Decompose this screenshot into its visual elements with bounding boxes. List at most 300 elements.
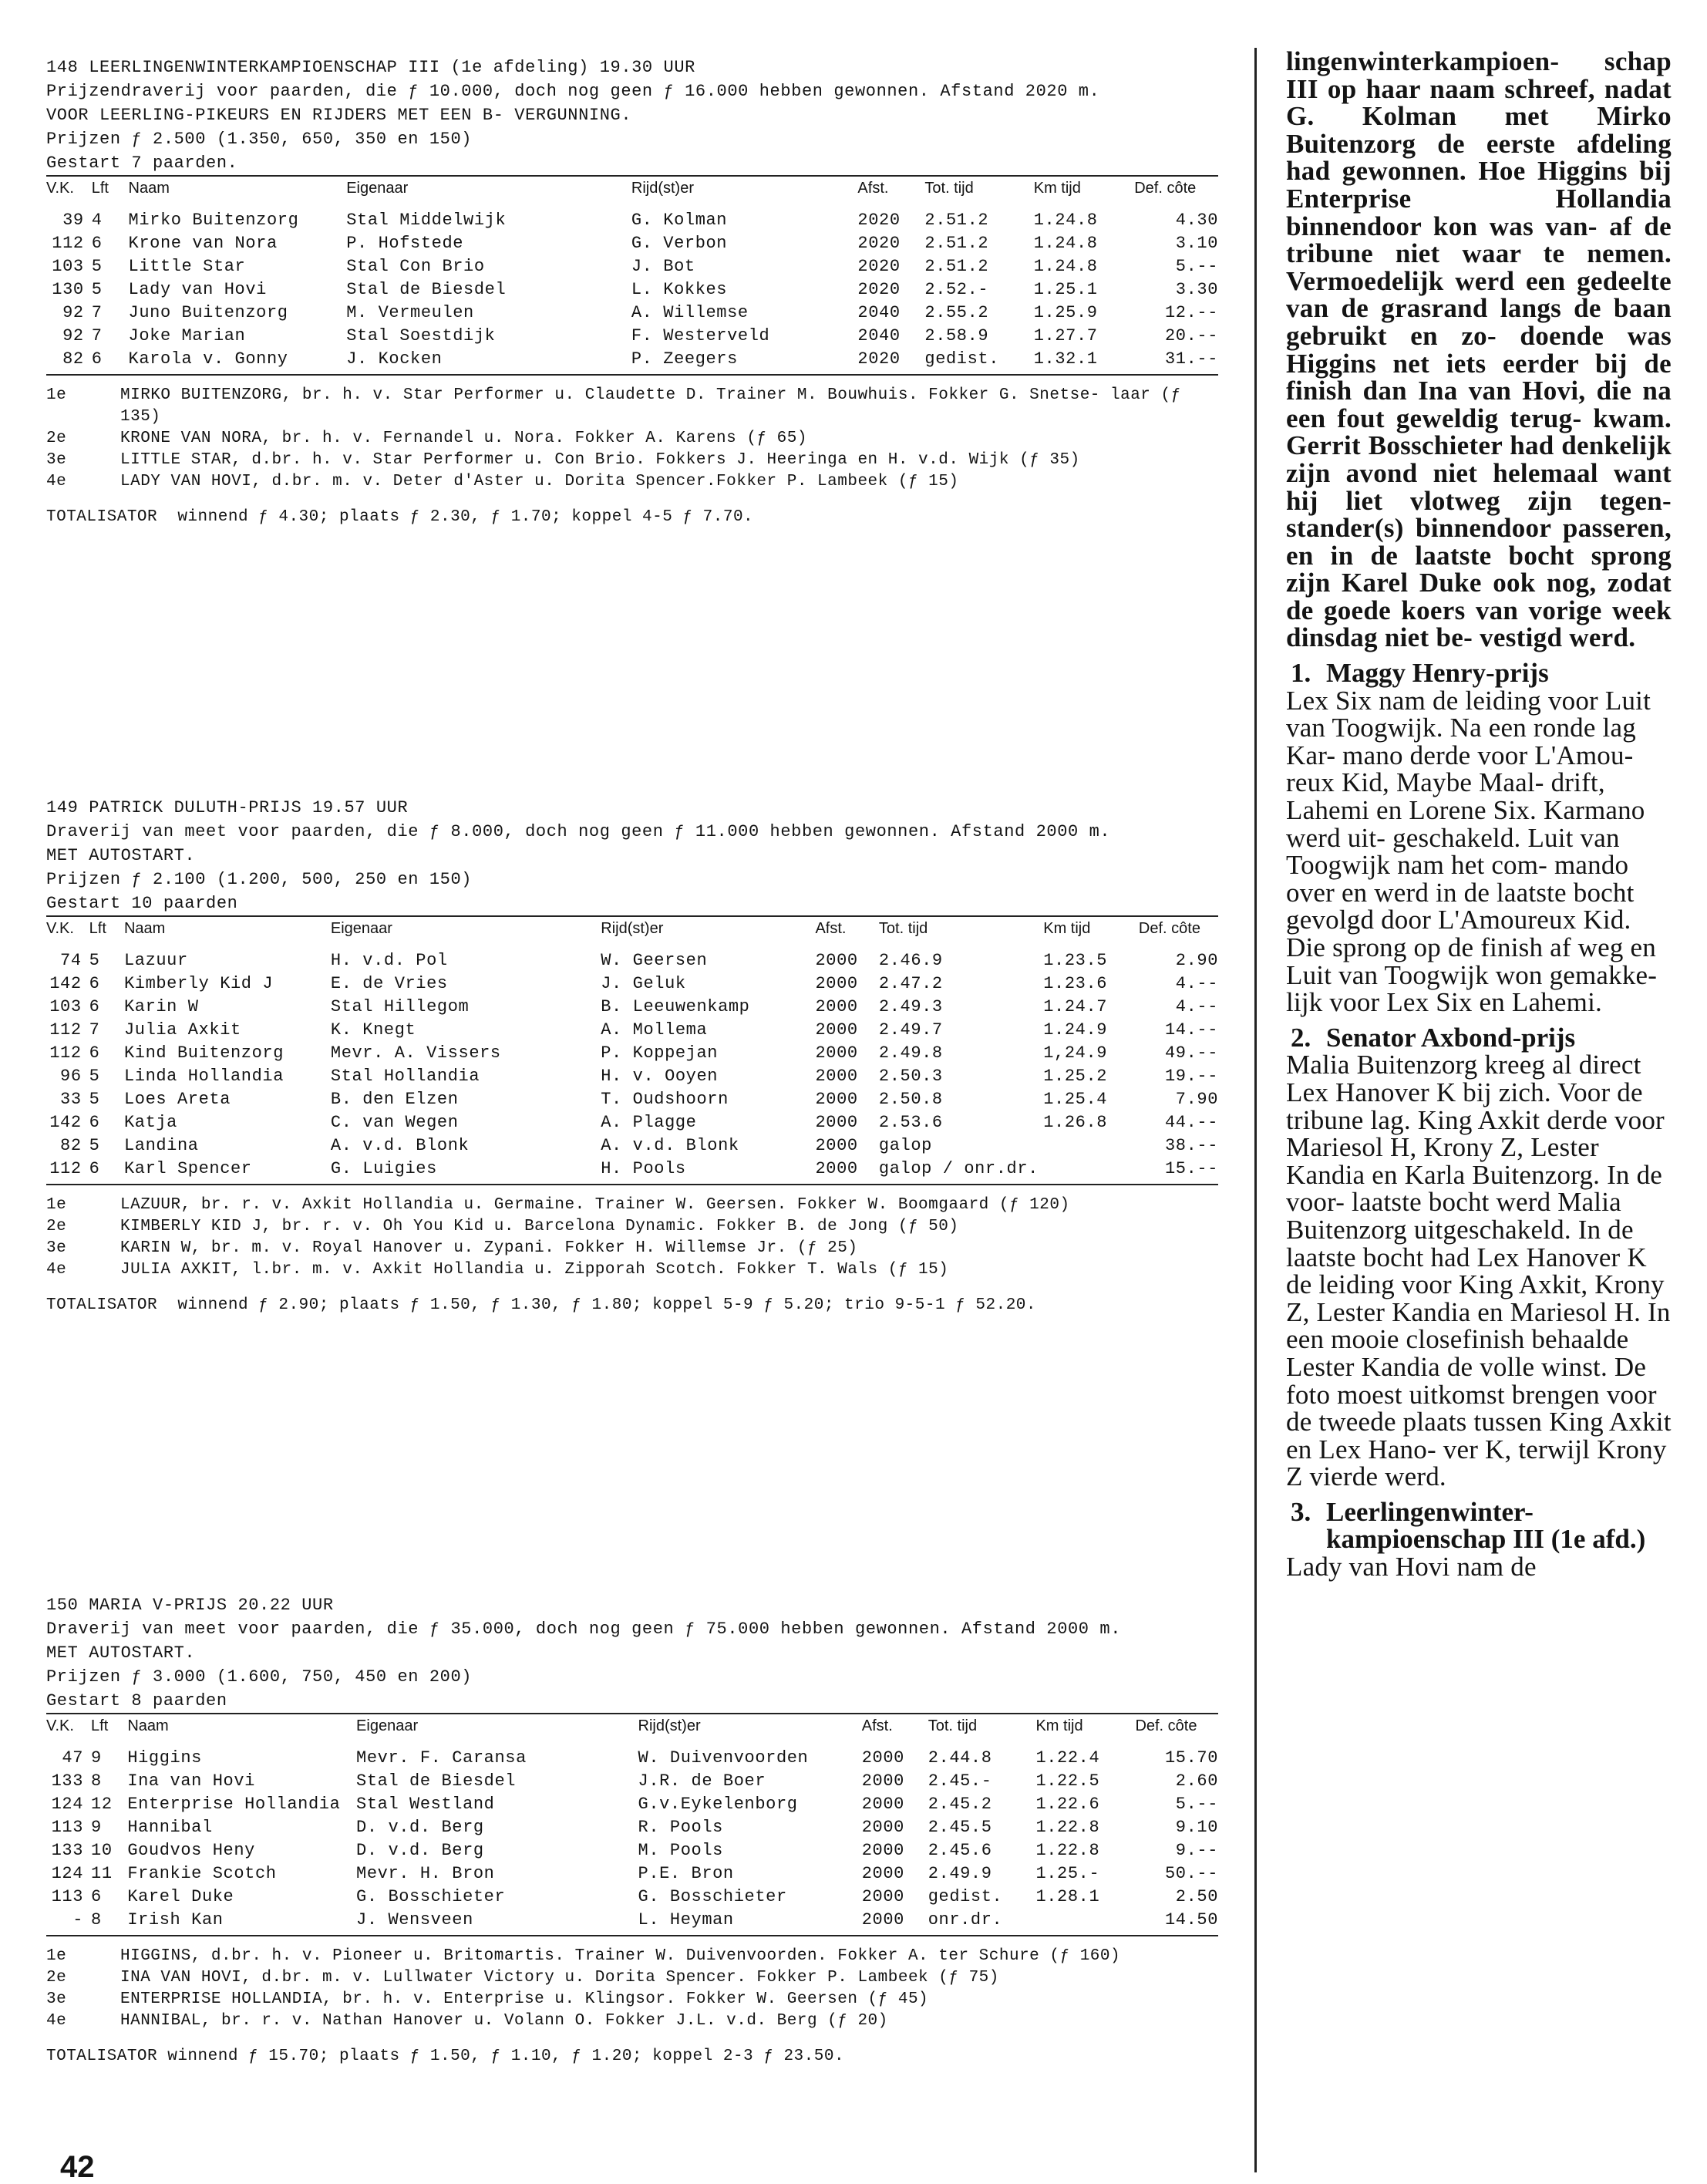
cell-vk: 74	[60, 951, 82, 970]
cell-def-cote: 5.--	[1175, 1795, 1218, 1814]
cell-vk: 113	[51, 1887, 84, 1906]
cell-def-cote: 4.--	[1175, 997, 1218, 1016]
column-header-tot-tijd: Tot. tijd	[928, 1717, 978, 1734]
cell-tot-tijd: 2.50.8	[878, 1090, 943, 1109]
cell-naam: Kimberly Kid J	[123, 974, 274, 993]
cell-naam: Joke Marian	[128, 326, 246, 345]
placing-position: 2e	[46, 430, 67, 447]
cell-afst: 2000	[861, 1887, 904, 1906]
cell-km-tijd: 1.24.9	[1043, 1020, 1108, 1040]
table-row	[46, 1816, 1218, 1839]
table-row	[46, 942, 1218, 972]
cell-km-tijd: 1.22.5	[1035, 1771, 1100, 1791]
cell-km-tijd: 1.22.4	[1035, 1748, 1100, 1768]
column-header-km-tijd: Km tijd	[1033, 180, 1081, 197]
cell-naam: Kind Buitenzorg	[123, 1043, 284, 1063]
placing-description: LAZUUR, br. r. v. Axkit Hollandia u. Germaine. Trainer W. Geersen. Fokker W. Boomgaard (ƒ 120)	[120, 1196, 1070, 1214]
cell-tot-tijd: 2.49.7	[878, 1020, 943, 1040]
cell-km-tijd	[1043, 1134, 1139, 1158]
cell-eigenaar: B. den Elzen	[330, 1090, 459, 1109]
placing-position: 4e	[46, 473, 67, 490]
placing-position: 3e	[46, 1990, 67, 2008]
cell-tot-tijd: 2.49.8	[878, 1043, 943, 1063]
cell-lft: 12	[91, 1795, 113, 1814]
cell-def-cote: 38.--	[1164, 1136, 1218, 1155]
placing-position: 4e	[46, 1261, 67, 1279]
placing-line	[46, 450, 1218, 471]
column-header-def-cote: Def. côte	[1135, 1717, 1197, 1734]
table-row	[46, 1158, 1218, 1181]
placing-position: 3e	[46, 451, 67, 469]
cell-vk: 47	[62, 1748, 84, 1768]
placing-description: KRONE VAN NORA, br. h. v. Fernandel u. Nora. Fokker A. Karens (ƒ 65)	[120, 430, 807, 447]
cell-tot-tijd: 2.45.-	[928, 1771, 992, 1791]
cell-km-tijd: 1.24.8	[1033, 211, 1098, 230]
table-row	[46, 1134, 1218, 1158]
column-header-rijder: Rijd(st)er	[631, 180, 694, 197]
cell-eigenaar: Stal Hollandia	[330, 1067, 480, 1086]
cell-def-cote: 5.--	[1175, 257, 1218, 276]
cell-naam: Lady van Hovi	[128, 280, 267, 299]
column-header-lft: Lft	[91, 180, 109, 197]
cell-vk: 133	[51, 1841, 84, 1860]
cell-rijder: G.v.Eykelenborg	[638, 1795, 798, 1814]
table-row	[46, 1839, 1218, 1862]
cell-tot-tijd: 2.46.9	[878, 951, 943, 970]
results-table	[46, 1714, 1218, 1932]
cell-rijder: P.E. Bron	[638, 1864, 734, 1883]
cell-km-tijd: 1.25.9	[1033, 303, 1098, 322]
cell-lft: 5	[89, 1136, 100, 1155]
table-row	[46, 1793, 1218, 1816]
cell-km-tijd: 1.24.7	[1043, 997, 1108, 1016]
cell-rijder: W. Geersen	[601, 951, 708, 970]
cell-lft: 6	[89, 974, 100, 993]
cell-tot-tijd: 2.51.2	[924, 234, 989, 253]
report-item-body: Malia Buitenzorg kreeg al direct Lex Hanover K bij zich. Voor de tribune lag. King Axkit derde voor Mariesol H, Krony Z, Lester Kandia en Karla Buitenzorg. In de voor- laatste bocht werd Malia Buitenzorg uitgeschakeld. In de laatste bocht had Lex Hanover K de leiding voor King Axkit, Krony Z, Lester Kandia en Mariesol H. In een mooie closefinish behaalde Lester Kandia de volle winst. De foto moest uitkomst brengen voor de tweede plaats tussen King Axkit en Lex Hano- ver K, terwijl Krony Z vierde werd.	[1286, 1050, 1672, 1492]
cell-vk: 112	[49, 1020, 82, 1040]
cell-def-cote: 4.30	[1175, 211, 1218, 230]
cell-afst: 2000	[815, 1113, 858, 1132]
cell-vk: 112	[49, 1159, 82, 1178]
cell-naam: Higgins	[127, 1748, 202, 1768]
cell-tot-tijd: onr.dr.	[928, 1910, 1003, 1930]
placing-description: ENTERPRISE HOLLANDIA, br. h. v. Enterprise u. Klingsor. Fokker W. Geersen (ƒ 45)	[120, 1990, 929, 2008]
table-row	[46, 1042, 1218, 1065]
cell-lft: 8	[91, 1771, 102, 1791]
column-header-eigenaar: Eigenaar	[356, 1717, 419, 1734]
results-table	[46, 177, 1218, 371]
table-row	[46, 1111, 1218, 1134]
cell-rijder: G. Verbon	[631, 234, 728, 253]
table-header	[46, 1714, 1218, 1739]
table-body	[46, 1739, 1218, 1932]
cell-tot-tijd: 2.44.8	[928, 1748, 992, 1768]
cell-tot-tijd: gedist.	[928, 1887, 1003, 1906]
column-header-lft: Lft	[89, 920, 106, 937]
cell-eigenaar: H. v.d. Pol	[330, 951, 448, 970]
cell-naam: Mirko Buitenzorg	[128, 211, 299, 230]
cell-eigenaar: K. Knegt	[330, 1020, 416, 1040]
cell-afst: 2000	[861, 1864, 904, 1883]
column-header-afst: Afst.	[861, 1717, 893, 1734]
cell-def-cote: 15.70	[1164, 1748, 1218, 1768]
cell-lft: 8	[91, 1910, 102, 1930]
cell-tot-tijd: 2.45.5	[928, 1818, 992, 1837]
cell-naam: Loes Areta	[123, 1090, 231, 1109]
cell-lft: 6	[91, 1887, 102, 1906]
cell-def-cote: 49.--	[1164, 1043, 1218, 1063]
cell-naam: Hannibal	[127, 1818, 213, 1837]
cell-afst: 2000	[815, 997, 858, 1016]
cell-naam: Enterprise Hollandia	[127, 1795, 341, 1814]
placings	[46, 1195, 1218, 1281]
race-header	[46, 796, 1218, 915]
report-item-title-text: Leerlingenwinter- kampioenschap III (1e afd.)	[1326, 1496, 1646, 1555]
cell-rijder: M. Pools	[638, 1841, 723, 1860]
cell-eigenaar: Mevr. H. Bron	[356, 1864, 495, 1883]
column-header-vk: V.K.	[46, 920, 74, 937]
cell-def-cote: 3.30	[1175, 280, 1218, 299]
cell-eigenaar: P. Hofstede	[346, 234, 464, 253]
cell-afst: 2020	[857, 234, 901, 253]
cell-eigenaar: Mevr. A. Vissers	[330, 1043, 501, 1063]
cell-km-tijd: 1.22.8	[1035, 1841, 1100, 1860]
cell-lft: 6	[89, 997, 100, 1016]
cell-rijder: P. Koppejan	[601, 1043, 719, 1063]
race-title: 149 PATRICK DULUTH-PRIJS 19.57 UUR	[46, 798, 409, 817]
placings	[46, 1946, 1218, 2032]
cell-naam: Karel Duke	[127, 1887, 234, 1906]
cell-tot-tijd: 2.58.9	[924, 326, 989, 345]
cell-vk: 103	[49, 997, 82, 1016]
race-conditions: Prijzendraverij voor paarden, die ƒ 10.000, doch nog geen ƒ 16.000 hebben gewonnen. Afstand 2020 m.	[46, 82, 1100, 101]
cell-rijder: P. Zeegers	[631, 349, 738, 369]
report-item-number: 2.	[1291, 1022, 1311, 1053]
cell-km-tijd: 1.22.6	[1035, 1795, 1100, 1814]
report-intro: lingenwinterkampioen- schap III op haar naam schreef, nadat G. Kolman met Mirko Buitenzorg de eerste afdeling had gewonnen. Hoe Higgins bij Enterprise Hollandia binnendoor kon was van- af de tribune niet waar te nemen. Vermoedelijk werd een gedeelte van de grasrand langs de baan gebruikt en zo- doende was Higgins net iets eerder bij de finish dan Ina van Hovi, die na een fout geweldig terug- kwam. Gerrit Bosschieter had denkelijk zijn avond niet helemaal want hij liet vlotweg zijn tegen- stander(s) binnendoor passeren, en in de laatste bocht sprong zijn Karel Duke ook nog, zodat de goede koers van vorige week dinsdag niet be- vestigd werd.	[1286, 46, 1672, 653]
cell-rijder: F. Westerveld	[631, 326, 770, 345]
cell-km-tijd: 1,24.9	[1043, 1043, 1108, 1063]
cell-vk: 124	[51, 1864, 84, 1883]
table-row	[46, 1065, 1218, 1088]
cell-rijder: A. v.d. Blonk	[601, 1136, 739, 1155]
column-header-km-tijd: Km tijd	[1043, 920, 1091, 937]
report-item-title-text: Senator Axbond-prijs	[1326, 1022, 1576, 1053]
cell-afst: 2000	[861, 1771, 904, 1791]
cell-eigenaar: Mevr. F. Caransa	[356, 1748, 527, 1768]
cell-rijder: G. Bosschieter	[638, 1887, 787, 1906]
placing-line	[46, 2010, 1218, 2032]
race-conditions-2: MET AUTOSTART.	[46, 846, 196, 865]
table-row	[46, 1739, 1218, 1770]
cell-vk: 112	[49, 1043, 82, 1063]
placing-line	[46, 1259, 1218, 1281]
report-item	[1286, 1024, 1672, 1491]
table-row	[46, 996, 1218, 1019]
table-row	[46, 201, 1218, 232]
column-header-lft: Lft	[91, 1717, 109, 1734]
cell-eigenaar: Stal Middelwijk	[346, 211, 507, 230]
race-starters: Gestart 10 paarden	[46, 894, 238, 913]
column-header-km-tijd: Km tijd	[1035, 1717, 1083, 1734]
race-header	[46, 56, 1218, 175]
placing-line	[46, 1238, 1218, 1259]
table-row	[46, 1862, 1218, 1886]
column-header-naam: Naam	[128, 180, 170, 197]
cell-naam: Karola v. Gonny	[128, 349, 288, 369]
cell-vk: 130	[52, 280, 84, 299]
cell-afst: 2000	[815, 1090, 858, 1109]
cell-rijder: R. Pools	[638, 1818, 723, 1837]
report-item-title	[1286, 1024, 1672, 1052]
cell-lft: 6	[89, 1043, 100, 1063]
cell-km-tijd: 1.25.2	[1043, 1067, 1108, 1086]
cell-vk: 39	[62, 211, 84, 230]
race-150	[46, 1593, 1218, 2068]
report-item-body: Lady van Hovi nam de	[1286, 1552, 1537, 1582]
cell-rijder: T. Oudshoorn	[601, 1090, 729, 1109]
report-item-title	[1286, 1498, 1672, 1553]
cell-afst: 2000	[815, 1020, 858, 1040]
cell-eigenaar: Stal Soestdijk	[346, 326, 496, 345]
rule	[46, 374, 1218, 376]
cell-def-cote: 7.90	[1175, 1090, 1218, 1109]
cell-naam: Landina	[123, 1136, 199, 1155]
cell-vk: 142	[49, 1113, 82, 1132]
cell-eigenaar: G. Luigies	[330, 1159, 437, 1178]
race-prizes: Prijzen ƒ 3.000 (1.600, 750, 450 en 200)	[46, 1667, 473, 1687]
cell-afst: 2000	[861, 1795, 904, 1814]
cell-afst: 2040	[857, 303, 901, 322]
cell-naam: Julia Axkit	[123, 1020, 241, 1040]
placing-description: MIRKO BUITENZORG, br. h. v. Star Performer u. Claudette D. Trainer M. Bouwhuis. Fokker G. Snetse- laar (ƒ 135)	[120, 386, 1181, 426]
cell-km-tijd: 1.24.8	[1033, 234, 1098, 253]
cell-def-cote: 50.--	[1164, 1864, 1218, 1883]
cell-def-cote: 2.60	[1175, 1771, 1218, 1791]
cell-afst: 2000	[815, 974, 858, 993]
placing-line	[46, 1967, 1218, 1989]
cell-lft: 10	[91, 1841, 113, 1860]
column-header-tot-tijd: Tot. tijd	[878, 920, 928, 937]
cell-lft: 6	[89, 1159, 100, 1178]
column-divider	[1254, 48, 1257, 2172]
cell-tot-tijd: 2.53.6	[878, 1113, 943, 1132]
cell-tot-tijd: galop / onr.dr.	[878, 1159, 1039, 1178]
placing-line	[46, 428, 1218, 450]
race-149	[46, 796, 1218, 1316]
cell-def-cote: 44.--	[1164, 1113, 1218, 1132]
table-row	[46, 302, 1218, 325]
cell-km-tijd: 1.32.1	[1033, 349, 1098, 369]
table-row	[46, 348, 1218, 371]
cell-km-tijd: 1.23.5	[1043, 951, 1108, 970]
cell-vk: 92	[62, 303, 84, 322]
report-item-title-text: Maggy Henry-prijs	[1326, 658, 1549, 689]
cell-rijder: A. Mollema	[601, 1020, 708, 1040]
race-conditions-2: MET AUTOSTART.	[46, 1643, 196, 1663]
cell-lft: 4	[91, 211, 103, 230]
cell-afst: 2000	[861, 1818, 904, 1837]
placing-description: JULIA AXKIT, l.br. m. v. Axkit Hollandia u. Zipporah Scotch. Fokker T. Wals (ƒ 15)	[120, 1261, 949, 1279]
page-number: 42	[60, 2150, 95, 2184]
cell-tot-tijd: 2.52.-	[924, 280, 989, 299]
cell-rijder: J. Bot	[631, 257, 695, 276]
column-header-afst: Afst.	[815, 920, 847, 937]
cell-def-cote: 3.10	[1175, 234, 1218, 253]
cell-rijder: H. Pools	[601, 1159, 686, 1178]
table-row	[46, 1909, 1218, 1932]
cell-vk: 124	[51, 1795, 84, 1814]
cell-def-cote: 12.--	[1164, 303, 1218, 322]
table-row	[46, 1019, 1218, 1042]
placing-position: 1e	[46, 1196, 67, 1214]
cell-afst: 2000	[861, 1910, 904, 1930]
cell-def-cote: 9.--	[1175, 1841, 1218, 1860]
cell-tot-tijd: 2.50.3	[878, 1067, 943, 1086]
cell-eigenaar: C. van Wegen	[330, 1113, 459, 1132]
cell-def-cote: 31.--	[1164, 349, 1218, 369]
table-body	[46, 201, 1218, 371]
cell-vk: 33	[60, 1090, 82, 1109]
cell-vk: 92	[62, 326, 84, 345]
cell-vk: 96	[60, 1067, 82, 1086]
column-header-eigenaar: Eigenaar	[330, 920, 392, 937]
cell-lft: 11	[91, 1864, 113, 1883]
column-header-tot-tijd: Tot. tijd	[924, 180, 974, 197]
race-prizes: Prijzen ƒ 2.100 (1.200, 500, 250 en 150)	[46, 870, 473, 889]
cell-eigenaar: D. v.d. Berg	[356, 1841, 484, 1860]
placing-line	[46, 1195, 1218, 1216]
race-conditions: Draverij van meet voor paarden, die ƒ 35.000, doch nog geen ƒ 75.000 hebben gewonnen. Afstand 2000 m.	[46, 1619, 1122, 1639]
placing-line	[46, 471, 1218, 493]
cell-km-tijd: 1.27.7	[1033, 326, 1098, 345]
cell-def-cote: 2.50	[1175, 1887, 1218, 1906]
cell-km-tijd: 1.28.1	[1035, 1887, 1100, 1906]
cell-rijder: G. Kolman	[631, 211, 728, 230]
cell-tot-tijd: 2.45.6	[928, 1841, 992, 1860]
race-title: 148 LEERLINGENWINTERKAMPIOENSCHAP III (1e afdeling) 19.30 UUR	[46, 58, 695, 77]
placing-line	[46, 385, 1218, 428]
cell-afst: 2020	[857, 257, 901, 276]
placing-line	[46, 1216, 1218, 1238]
cell-rijder: B. Leeuwenkamp	[601, 997, 750, 1016]
cell-eigenaar: E. de Vries	[330, 974, 448, 993]
race-title: 150 MARIA V-PRIJS 20.22 UUR	[46, 1596, 334, 1615]
table-row	[46, 278, 1218, 302]
cell-afst: 2000	[815, 1159, 858, 1178]
cell-afst: 2000	[815, 1043, 858, 1063]
cell-eigenaar: J. Wensveen	[356, 1910, 473, 1930]
report-item	[1286, 1498, 1672, 1581]
cell-km-tijd: 1.24.8	[1033, 257, 1098, 276]
cell-lft: 9	[91, 1748, 102, 1768]
cell-naam: Katja	[123, 1113, 177, 1132]
cell-naam: Lazuur	[123, 951, 188, 970]
cell-vk: 103	[52, 257, 84, 276]
cell-rijder: L. Heyman	[638, 1910, 734, 1930]
table-row	[46, 255, 1218, 278]
cell-lft: 6	[89, 1113, 100, 1132]
placing-description: KIMBERLY KID J, br. r. v. Oh You Kid u. Barcelona Dynamic. Fokker B. de Jong (ƒ 50)	[120, 1218, 959, 1235]
cell-naam: Karl Spencer	[123, 1159, 252, 1178]
cell-lft: 6	[91, 234, 103, 253]
totalisator: TOTALISATOR winnend ƒ 2.90; plaats ƒ 1.50, ƒ 1.30, ƒ 1.80; koppel 5-9 ƒ 5.20; trio 9-5-1 ƒ 52.20.	[46, 1296, 1037, 1314]
cell-tot-tijd: galop	[878, 1136, 932, 1155]
cell-tot-tijd: 2.45.2	[928, 1795, 992, 1814]
column-header-naam: Naam	[127, 1717, 169, 1734]
cell-vk: 82	[62, 349, 84, 369]
table-header	[46, 917, 1218, 942]
cell-naam: Karin W	[123, 997, 199, 1016]
placing-position: 2e	[46, 1218, 67, 1235]
cell-vk: -	[72, 1910, 84, 1930]
cell-def-cote: 14.--	[1164, 1020, 1218, 1040]
placing-position: 2e	[46, 1969, 67, 1987]
table-row	[46, 972, 1218, 996]
report-column	[1286, 48, 1672, 1581]
column-header-afst: Afst.	[857, 180, 889, 197]
cell-lft: 9	[91, 1818, 102, 1837]
table-row	[46, 232, 1218, 255]
cell-naam: Ina van Hovi	[127, 1771, 255, 1791]
cell-km-tijd	[1035, 1909, 1135, 1932]
table-row	[46, 1770, 1218, 1793]
placings	[46, 385, 1218, 493]
report-item-number: 3.	[1291, 1496, 1311, 1527]
cell-lft: 5	[89, 951, 100, 970]
cell-naam: Krone van Nora	[128, 234, 278, 253]
table-header	[46, 177, 1218, 201]
cell-naam: Juno Buitenzorg	[128, 303, 288, 322]
cell-def-cote: 2.90	[1175, 951, 1218, 970]
cell-tot-tijd: gedist.	[924, 349, 1000, 369]
cell-afst: 2020	[857, 280, 901, 299]
cell-eigenaar: Stal de Biesdel	[346, 280, 507, 299]
race-conditions-2: VOOR LEERLING-PIKEURS EN RIJDERS MET EEN B- VERGUNNING.	[46, 106, 632, 125]
cell-naam: Frankie Scotch	[127, 1864, 277, 1883]
column-header-def-cote: Def. côte	[1134, 180, 1197, 197]
cell-km-tijd: 1.22.8	[1035, 1818, 1100, 1837]
cell-vk: 133	[51, 1771, 84, 1791]
cell-tot-tijd: 2.47.2	[878, 974, 943, 993]
placing-description: HIGGINS, d.br. h. v. Pioneer u. Britomartis. Trainer W. Duivenvoorden. Fokker A. ter Schure (ƒ 160)	[120, 1947, 1121, 1965]
results-table	[46, 917, 1218, 1181]
column-header-eigenaar: Eigenaar	[346, 180, 409, 197]
cell-rijder: A. Willemse	[631, 303, 749, 322]
column-header-rijder: Rijd(st)er	[601, 920, 664, 937]
race-header	[46, 1593, 1218, 1713]
cell-afst: 2020	[857, 211, 901, 230]
table-row	[46, 1886, 1218, 1909]
cell-rijder: J.R. de Boer	[638, 1771, 766, 1791]
cell-km-tijd	[1043, 1158, 1139, 1181]
cell-km-tijd: 1.25.1	[1033, 280, 1098, 299]
cell-km-tijd: 1.23.6	[1043, 974, 1108, 993]
rule	[46, 1184, 1218, 1185]
cell-def-cote: 15.--	[1164, 1159, 1218, 1178]
cell-afst: 2040	[857, 326, 901, 345]
cell-naam: Little Star	[128, 257, 246, 276]
cell-km-tijd: 1.25.-	[1035, 1864, 1100, 1883]
column-header-naam: Naam	[123, 920, 166, 937]
cell-afst: 2000	[861, 1841, 904, 1860]
cell-lft: 7	[91, 326, 103, 345]
column-header-vk: V.K.	[46, 1717, 74, 1734]
cell-afst: 2020	[857, 349, 901, 369]
cell-eigenaar: Stal Con Brio	[346, 257, 485, 276]
placing-description: LADY VAN HOVI, d.br. m. v. Deter d'Aster u. Dorita Spencer.Fokker P. Lambeek (ƒ 15)	[120, 473, 959, 490]
